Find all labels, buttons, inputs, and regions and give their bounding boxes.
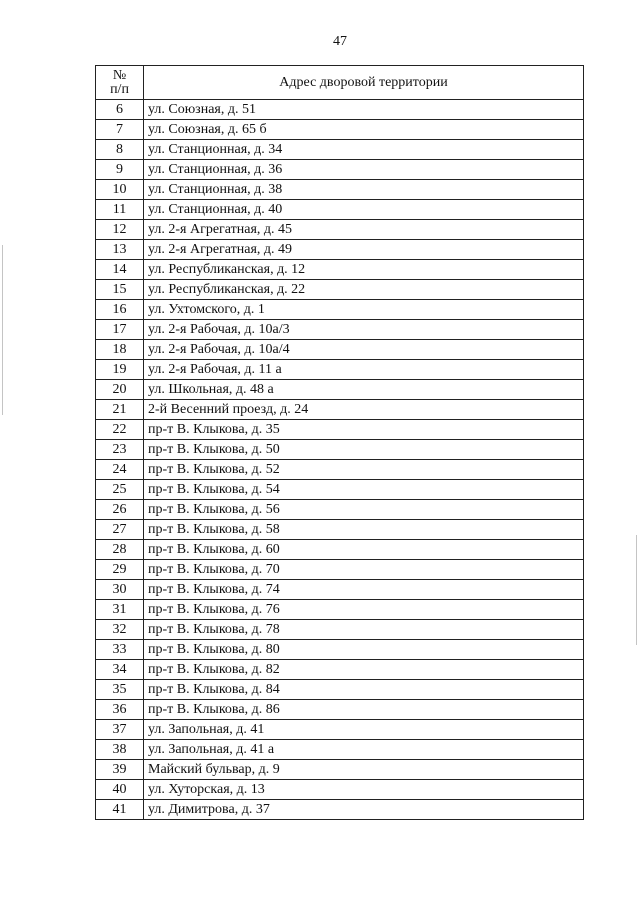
table-row [96,440,584,460]
table-row [96,320,584,340]
table-row [96,200,584,220]
row-number-cell: 28 [96,540,144,560]
table-row [96,300,584,320]
row-number-cell: 34 [96,660,144,680]
table-row [96,640,584,660]
address-cell: ул. Ухтомского, д. 1 [144,300,584,320]
address-cell: пр-т В. Клыкова, д. 70 [144,560,584,580]
address-cell: 2-й Весенний проезд, д. 24 [144,400,584,420]
header-row [96,66,584,100]
row-number-cell: 39 [96,760,144,780]
address-cell: ул. Союзная, д. 51 [144,100,584,120]
address-cell: ул. Станционная, д. 40 [144,200,584,220]
table-row [96,780,584,800]
table-row [96,220,584,240]
table-row [96,100,584,120]
address-cell: ул. 2-я Рабочая, д. 11 а [144,360,584,380]
row-number-cell: 19 [96,360,144,380]
row-number-cell: 15 [96,280,144,300]
row-number-cell: 14 [96,260,144,280]
row-number-cell: 24 [96,460,144,480]
address-table [95,65,584,820]
row-number-cell: 11 [96,200,144,220]
scan-edge-line [636,535,637,645]
row-number-cell: 8 [96,140,144,160]
table-row [96,280,584,300]
row-number-cell: 22 [96,420,144,440]
row-number-cell: 26 [96,500,144,520]
page-number: 47 [333,34,347,49]
row-number-cell: 35 [96,680,144,700]
row-number-cell: 32 [96,620,144,640]
row-number-cell: 13 [96,240,144,260]
table-row [96,540,584,560]
address-cell: ул. Союзная, д. 65 б [144,120,584,140]
address-cell: пр-т В. Клыкова, д. 86 [144,700,584,720]
number-header-line1: № [112,67,127,83]
address-cell: ул. Станционная, д. 36 [144,160,584,180]
table-row [96,560,584,580]
row-number-cell: 37 [96,720,144,740]
address-cell: пр-т В. Клыкова, д. 76 [144,600,584,620]
table-body [96,100,584,820]
address-cell: пр-т В. Клыкова, д. 56 [144,500,584,520]
table-row [96,580,584,600]
row-number-cell: 33 [96,640,144,660]
table-row [96,760,584,780]
row-number-cell: 20 [96,380,144,400]
address-cell: ул. Республиканская, д. 12 [144,260,584,280]
table-row [96,240,584,260]
table-row [96,500,584,520]
number-header-line2: п/п [110,81,129,97]
address-column-header: Адрес дворовой территории [144,66,584,100]
address-cell: пр-т В. Клыкова, д. 58 [144,520,584,540]
address-cell: ул. Школьная, д. 48 а [144,380,584,400]
table-row [96,460,584,480]
address-cell: ул. Запольная, д. 41 а [144,740,584,760]
address-cell: пр-т В. Клыкова, д. 78 [144,620,584,640]
address-cell: ул. 2-я Рабочая, д. 10а/3 [144,320,584,340]
row-number-cell: 31 [96,600,144,620]
address-cell: ул. Хуторская, д. 13 [144,780,584,800]
table-row [96,700,584,720]
address-cell: ул. Станционная, д. 38 [144,180,584,200]
table-row [96,180,584,200]
table-row [96,160,584,180]
address-cell: пр-т В. Клыкова, д. 82 [144,660,584,680]
row-number-cell: 17 [96,320,144,340]
table-row [96,680,584,700]
row-number-cell: 29 [96,560,144,580]
table-row [96,120,584,140]
address-cell: пр-т В. Клыкова, д. 50 [144,440,584,460]
address-cell: пр-т В. Клыкова, д. 35 [144,420,584,440]
row-number-cell: 40 [96,780,144,800]
row-number-cell: 18 [96,340,144,360]
row-number-cell: 16 [96,300,144,320]
address-cell: ул. Станционная, д. 34 [144,140,584,160]
address-cell: пр-т В. Клыкова, д. 80 [144,640,584,660]
table-header [96,66,584,100]
table-row [96,600,584,620]
row-number-cell: 30 [96,580,144,600]
row-number-cell: 6 [96,100,144,120]
table-row [96,260,584,280]
table-row [96,480,584,500]
row-number-cell: 21 [96,400,144,420]
table-row [96,360,584,380]
address-cell: Майский бульвар, д. 9 [144,760,584,780]
table-row [96,720,584,740]
table-row [96,420,584,440]
table-row [96,660,584,680]
address-cell: пр-т В. Клыкова, д. 54 [144,480,584,500]
address-cell: пр-т В. Клыкова, д. 84 [144,680,584,700]
address-cell: пр-т В. Клыкова, д. 60 [144,540,584,560]
address-cell: ул. Республиканская, д. 22 [144,280,584,300]
row-number-cell: 23 [96,440,144,460]
number-column-header [96,66,144,100]
table-row [96,520,584,540]
row-number-cell: 25 [96,480,144,500]
row-number-cell: 10 [96,180,144,200]
table-row [96,620,584,640]
table-row [96,740,584,760]
address-cell: ул. Димитрова, д. 37 [144,800,584,820]
address-cell: ул. 2-я Агрегатная, д. 49 [144,240,584,260]
row-number-cell: 27 [96,520,144,540]
address-cell: пр-т В. Клыкова, д. 74 [144,580,584,600]
row-number-cell: 41 [96,800,144,820]
address-cell: ул. 2-я Агрегатная, д. 45 [144,220,584,240]
table-row [96,340,584,360]
row-number-cell: 9 [96,160,144,180]
address-cell: ул. 2-я Рабочая, д. 10а/4 [144,340,584,360]
row-number-cell: 36 [96,700,144,720]
table-row [96,140,584,160]
address-cell: пр-т В. Клыкова, д. 52 [144,460,584,480]
table-row [96,400,584,420]
table-row [96,380,584,400]
address-cell: ул. Запольная, д. 41 [144,720,584,740]
row-number-cell: 12 [96,220,144,240]
row-number-cell: 7 [96,120,144,140]
scan-edge-line [2,245,3,415]
row-number-cell: 38 [96,740,144,760]
table-row [96,800,584,820]
